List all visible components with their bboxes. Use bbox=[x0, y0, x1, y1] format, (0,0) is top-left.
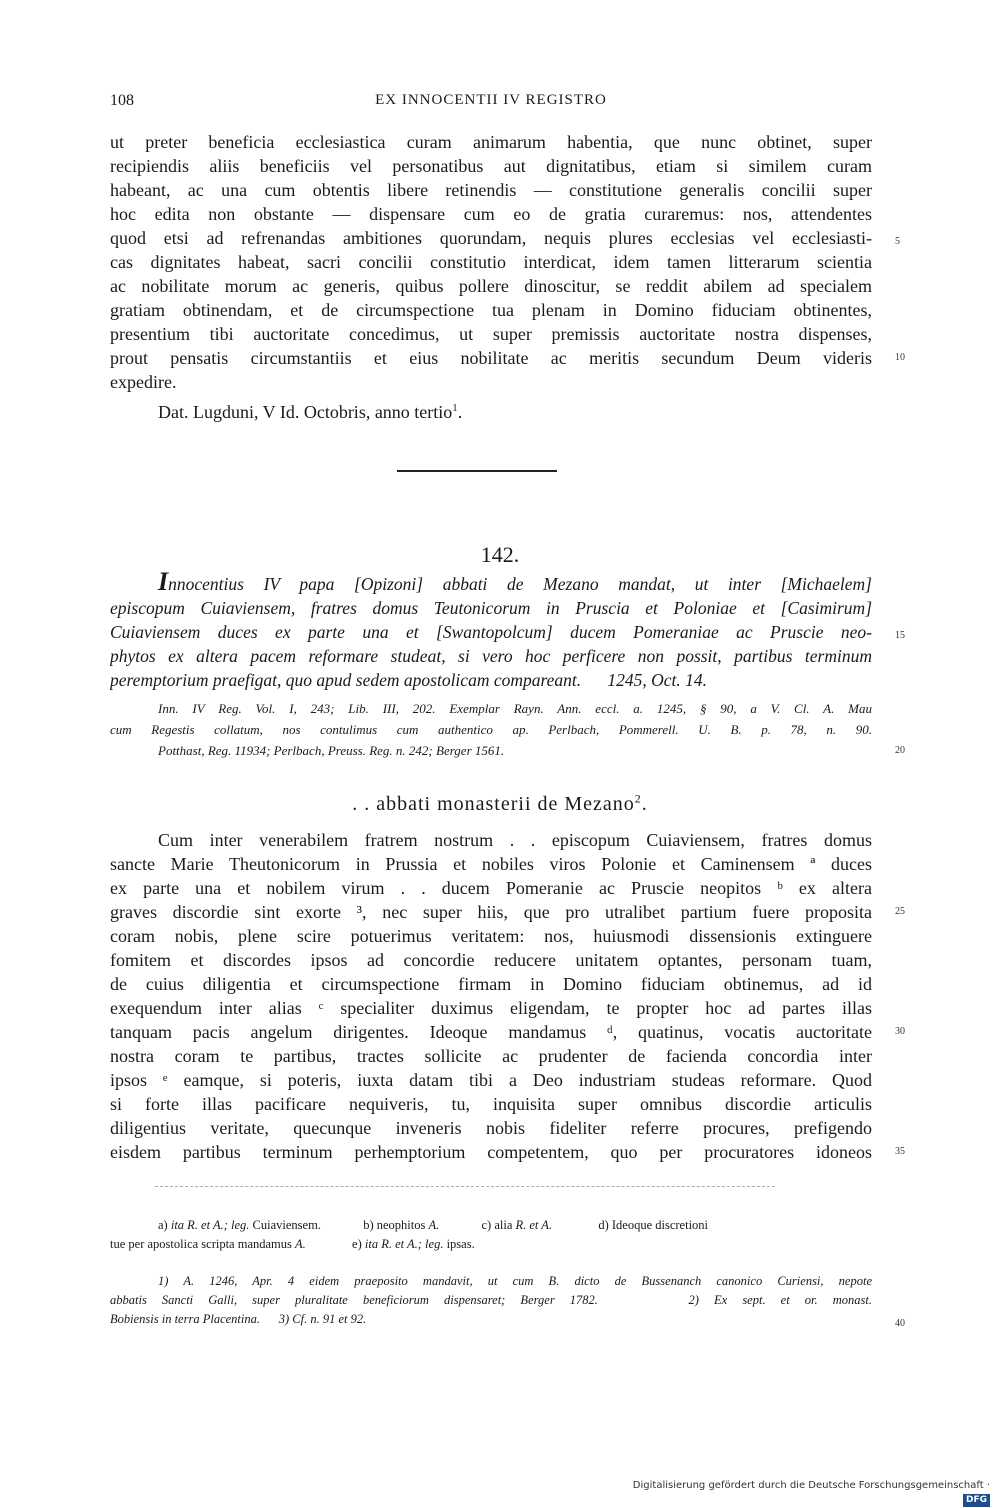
dat-line bbox=[110, 400, 872, 424]
text-line: ipsos ᵉ eamque, si poteris, iuxta datam tibi a Deo industriam studeas reformare. Quod bbox=[110, 1070, 872, 1090]
regest-line-text: nnocentius IV papa [Opizoni] abbati de Mezano mandat, ut inter [Michaelem] bbox=[168, 574, 872, 594]
note-line: abbatis Sancti Galli, super pluralitate beneficiorum dispensaret; Berger 1782. 2) Ex sept. et or. monast. bbox=[110, 1293, 872, 1307]
line-number: 35 bbox=[895, 1146, 905, 1157]
text-line: diligentius veritate, quecunque inveneris nobis fideliter referre procures, prefigendo bbox=[110, 1118, 872, 1138]
note-line: Bobiensis in terra Placentina. 3) Cf. n. 91 et 92. bbox=[110, 1312, 367, 1326]
line-number: 10 bbox=[895, 352, 905, 363]
note-text: Cuiaviensem. bbox=[252, 1218, 321, 1232]
regest-line bbox=[110, 572, 872, 596]
note-text: alia bbox=[494, 1218, 513, 1232]
document-number: 142. bbox=[480, 542, 520, 567]
dat-text: Dat. Lugduni, V Id. Octobris, anno tertio bbox=[158, 402, 453, 422]
source-line: Potthast, Reg. 11934; Perlbach, Preuss. Reg. n. 242; Berger 1561. bbox=[158, 743, 505, 758]
initial-letter: I bbox=[158, 572, 169, 596]
line-number: 40 bbox=[895, 1318, 905, 1329]
line-number: 20 bbox=[895, 745, 905, 756]
note-text: ipsas. bbox=[446, 1237, 475, 1251]
line-number: 5 bbox=[895, 236, 900, 247]
note-mark: e) bbox=[352, 1237, 362, 1251]
text-line: Cum inter venerabilem fratrem nostrum . . episcopum Cuiaviensem, fratres domus bbox=[158, 830, 872, 850]
text-line: quod etsi ad refrenandas ambitiones quorundam, nequis plures ecclesias vel ecclesiasti- bbox=[110, 228, 872, 248]
note-text: A. bbox=[428, 1218, 440, 1232]
apparatus-line bbox=[110, 1216, 872, 1235]
note-mark: a) bbox=[158, 1218, 168, 1232]
dat-end: . bbox=[457, 402, 463, 422]
text-line: graves discordie sint exorte ³, nec super hiis, que pro utralibet partium fuere proposita bbox=[110, 902, 872, 922]
text-line: sancte Marie Theutonicorum in Prussia et nobiles viros Polonie et Caminensem ª duces bbox=[110, 854, 872, 874]
running-head: EX INNOCENTII IV REGISTRO bbox=[375, 92, 607, 108]
note-line: 1) A. 1246, Apr. 4 eidem praeposito mandavit, ut cum B. dicto de Bussenanch canonico Curiensi, nepote bbox=[158, 1274, 872, 1288]
text-line: tanquam pacis angelum dirigentes. Ideoque mandamus ᵈ, quatinus, vocatis auctoritate bbox=[110, 1022, 872, 1042]
line-number: 15 bbox=[895, 630, 905, 641]
sources bbox=[110, 698, 872, 761]
page-header bbox=[110, 92, 872, 116]
regest-line: Cuiaviensem duces ex parte una et [Swantopolcum] ducem Pomeraniae ac Pruscie neo- bbox=[110, 622, 872, 642]
text-line: ac nobilitate morum ac generis, quibus pollere dinoscitur, se reddit abilem ad specialem bbox=[110, 276, 872, 296]
text-line: presentium tibi auctoritate concedimus, ut super premissis auctoritate nostra dispenses, bbox=[110, 324, 872, 344]
text-line: ut preter beneficia ecclesiastica curam animarum habentia, que nunc obtinet, super bbox=[110, 132, 872, 152]
footnote-ref: 2 bbox=[634, 791, 642, 806]
text-line: prout pensatis circumstantiis et eius nobilitate ac meritis secundum Deum videris bbox=[110, 348, 872, 368]
note-text: ita R. et A.; leg. bbox=[364, 1237, 444, 1251]
source-line: cum Regestis collatum, nos contulimus cum authentico ap. Perlbach, Pommerell. U. B. p. 78, n. 90. bbox=[110, 722, 872, 737]
digitization-credit bbox=[605, 1478, 990, 1505]
dfg-logo-icon: DFG bbox=[963, 1494, 990, 1507]
page-number: 108 bbox=[110, 92, 134, 109]
credit-text: Digitalisierung gefördert durch die Deutsche Forschungsgemeinschaft · bbox=[632, 1480, 990, 1491]
text-line: nostra coram te partibus, tractes sollicite ac prudenter de facienda concordia inter bbox=[110, 1046, 872, 1066]
note-text: R. et A. bbox=[515, 1218, 553, 1232]
footnote-ref: 1 bbox=[452, 402, 458, 414]
section-divider bbox=[397, 470, 557, 472]
note-text: neophitos bbox=[376, 1218, 426, 1232]
note-text: A. bbox=[295, 1237, 306, 1251]
text-line: gratiam obtinendam, et de circumspectione tua plenam in Domino fiduciam obtinentes, bbox=[110, 300, 872, 320]
text-line: si forte illas pacificare nequiveris, tu, inquisita super omnibus discordie articulis bbox=[110, 1094, 872, 1114]
text-line: eisdem partibus terminum perhemptorium competentem, quo per procuratores idoneos bbox=[110, 1142, 872, 1162]
line-number: 30 bbox=[895, 1026, 905, 1037]
historical-notes bbox=[110, 1272, 872, 1329]
text-line: coram nobis, plene scire potuerimus veritatem: nos, huiusmodi dissensionis extinguere bbox=[110, 926, 872, 946]
note-text: Ideoque discretioni bbox=[611, 1218, 709, 1232]
source-line: Inn. IV Reg. Vol. I, 243; Lib. III, 202. Exemplar Rayn. Ann. eccl. a. 1245, § 90, a V. Cl. A. Mau bbox=[158, 701, 872, 716]
text-line: recipiendis aliis beneficiis vel personatibus aut dignitatibus, etiam si similem curam bbox=[110, 156, 872, 176]
line-number: 25 bbox=[895, 906, 905, 917]
note-mark: c) bbox=[481, 1218, 492, 1232]
text-line: expedire. bbox=[110, 372, 177, 392]
critical-apparatus bbox=[110, 1216, 872, 1254]
previous-letter-text bbox=[110, 130, 872, 424]
text-line: fomitem et discordes ipsos ad concordie reducere unitatem optantes, personam tuam, bbox=[110, 950, 872, 970]
note-mark: b) bbox=[363, 1218, 374, 1232]
regest-line: episcopum Cuiaviensem, fratres domus Teutonicorum in Pruscia et Poloniae et [Casimirum] bbox=[110, 598, 872, 618]
regest bbox=[110, 572, 872, 692]
note-text: ita R. et A.; leg. bbox=[170, 1218, 250, 1232]
regest-line: phytos ex altera pacem reformare studeat, si vero hoc perficere non possit, partibus terminum bbox=[110, 646, 872, 666]
text-line: exequendum inter alias ᶜ specialiter duximus eligendam, te propter hoc ad partes illas bbox=[110, 998, 872, 1018]
letter-text bbox=[110, 828, 872, 1164]
addressee-end: . bbox=[641, 793, 648, 815]
addressee-heading bbox=[0, 793, 1000, 816]
apparatus-line bbox=[110, 1235, 872, 1254]
regest-line: peremptorium praefigat, quo apud sedem apostolicam compareant. 1245, Oct. 14. bbox=[110, 670, 708, 690]
note-text: tue per apostolica scripta mandamus bbox=[110, 1237, 292, 1251]
addressee-text: . . abbati monasterii de Mezano bbox=[352, 793, 635, 815]
text-line: habeant, ac una cum obtentis libere retinendis — constitutione generalis concilii super bbox=[110, 180, 872, 200]
text-line: ex parte una et nobilem virum . . ducem Pomeranie ac Pruscie neopitos ᵇ ex altera bbox=[110, 878, 872, 898]
text-line: cas dignitates habeat, sacri concilii constitutio interdicat, idem tamen litterarum scientia bbox=[110, 252, 872, 272]
text-line: de cuius diligentia et circumspectione firmam in Domino fiduciam obtinemus, ad id bbox=[110, 974, 872, 994]
footnote-divider bbox=[155, 1186, 775, 1187]
text-line: hoc edita non obstante — dispensare cum eo de gratia curaremus: nos, attendentes bbox=[110, 204, 872, 224]
note-mark: d) bbox=[598, 1218, 609, 1232]
